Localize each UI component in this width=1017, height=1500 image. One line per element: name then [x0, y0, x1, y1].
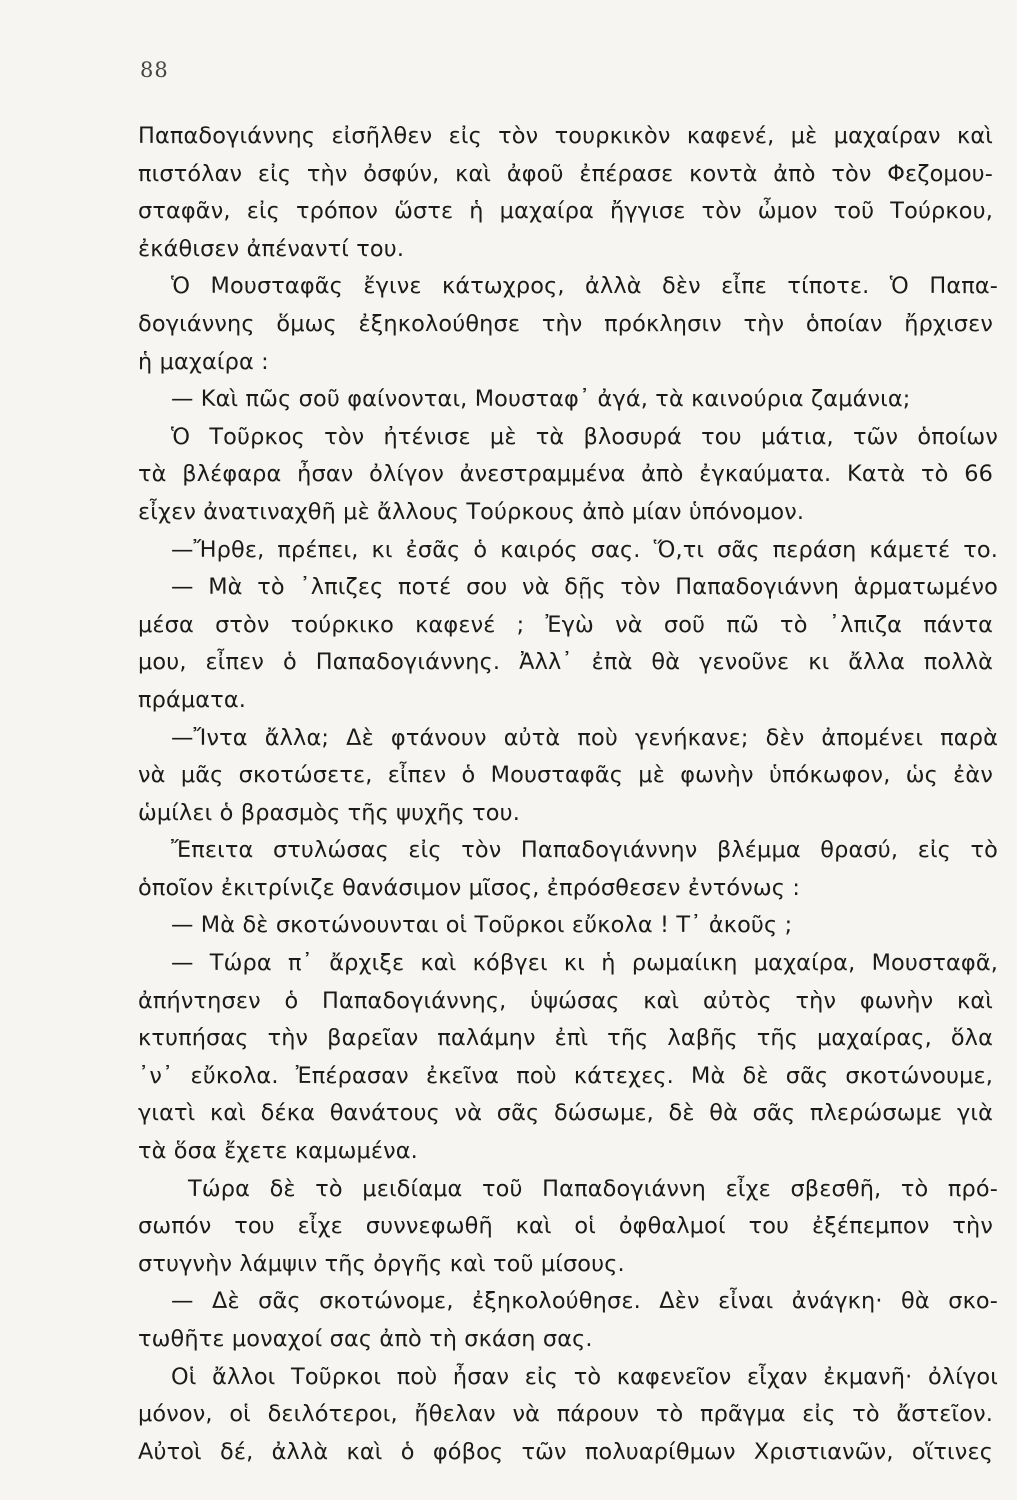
text-line: τὰ ὅσα ἔχετε καμωμένα.: [138, 1138, 418, 1165]
text-line: Αὐτοὶ δέ, ἀλλὰ καὶ ὁ φόβος τῶν πολυαρίθμων Χριστιανῶν, οἵτινες: [138, 1438, 993, 1465]
text-line: πιστόλαν εἰς τὴν ὀσφύν, καὶ ἀφοῦ ἐπέρασε κοντὰ ἀπὸ τὸν Φεζομου-: [138, 160, 993, 187]
text-line: δογιάννης ὅμως ἐξηκολούθησε τὴν πρόκλησιν τὴν ὁποίαν ἤρχισεν: [138, 310, 993, 337]
text-line: Ὁ Μουσταφᾶς ἔγινε κάτωχρος, ἀλλὰ δὲν εἶπε τίποτε. Ὁ Παπα-: [171, 273, 998, 300]
text-line: —Ἤρθε, πρέπει, κι ἐσᾶς ὁ καιρός σας. Ὅ,τι σᾶς περάση κάμετέ το.: [171, 536, 998, 563]
text-line: ὡμίλει ὁ βρασμὸς τῆς ψυχῆς του.: [138, 799, 521, 826]
text-line: πράματα.: [138, 686, 247, 713]
text-line: Οἱ ἄλλοι Τοῦρκοι ποὺ ἦσαν εἰς τὸ καφενεῖον εἶχαν ἐκμανῆ· ὀλίγοι: [171, 1363, 998, 1390]
text-line: τωθῆτε μοναχοί σας ἀπὸ τὴ σκάση σας.: [138, 1326, 593, 1352]
text-line: ὁποῖον ἐκιτρίνιζε θανάσιμον μῖσος, ἐπρόσθεσεν ἐντόνως :: [138, 874, 801, 901]
text-line: —Ἴντα ἄλλα; Δὲ φτάνουν αὐτὰ ποὺ γενήκανε; δὲν ἀπομένει παρὰ: [171, 724, 998, 751]
text-line: μέσα στὸν τούρκικο καφενέ ; Ἐγὼ νὰ σοῦ πῶ τὸ ᾽λπιζα πάντα: [138, 611, 993, 638]
text-line: στυγνὴν λάμψιν τῆς ὀργῆς καὶ τοῦ μίσους.: [138, 1250, 625, 1277]
text-line: γιατὶ καὶ δέκα θανάτους νὰ σᾶς δώσωμε, δὲ θὰ σᾶς πλερώσωμε γιὰ: [138, 1100, 993, 1127]
text-line: εἶχεν ἀνατιναχθῆ μὲ ἄλλους Τούρκους ἀπὸ μίαν ὑπόνομον.: [138, 498, 805, 525]
text-line: σταφᾶν, εἰς τρόπον ὥστε ἡ μαχαίρα ἤγγισε τὸν ὦμον τοῦ Τούρκου,: [138, 198, 993, 225]
text-line: σωπόν του εἶχε συννεφωθῆ καὶ οἱ ὀφθαλμοί του ἐξέπεμπον τὴν: [138, 1213, 993, 1240]
text-line: — Τώρα π᾽ ἄρχιξε καὶ κόβγει κι ἡ ρωμαίικη μαχαίρα, Μουσταφᾶ,: [171, 950, 998, 977]
text-line: κτυπήσας τὴν βαρεῖαν παλάμην ἐπὶ τῆς λαβῆς τῆς μαχαίρας, ὅλα: [138, 1025, 993, 1052]
text-line: Ὁ Τοῦρκος τὸν ἠτένισε μὲ τὰ βλοσυρά του μάτια, τῶν ὁποίων: [171, 423, 998, 450]
text-line: τὰ βλέφαρα ἦσαν ὀλίγον ἀνεστραμμένα ἀπὸ ἐγκαύματα. Κατὰ τὸ 66: [138, 461, 993, 488]
text-line: νὰ μᾶς σκοτώσετε, εἶπεν ὁ Μουσταφᾶς μὲ φωνὴν ὑπόκωφον, ὡς ἐὰν: [138, 762, 993, 789]
text-line: — Μὰ δὲ σκοτώνουνται οἱ Τοῦρκοι εὔκολα ! Τ᾽ ἀκοῦς ;: [171, 912, 793, 939]
text-line: ᾽ν᾽ εὔκολα. Ἐπέρασαν ἐκεῖνα ποὺ κάτεχες. Μὰ δὲ σᾶς σκοτώνουμε,: [138, 1062, 993, 1089]
text-line: ἀπήντησεν ὁ Παπαδογιάννης, ὑψώσας καὶ αὐτὸς τὴν φωνὴν καὶ: [138, 987, 993, 1014]
text-line: μόνον, οἱ δειλότεροι, ἤθελαν νὰ πάρουν τὸ πρᾶγμα εἰς τὸ ἄστεῖον.: [138, 1401, 993, 1428]
page-number: 88: [140, 58, 169, 82]
text-line: Ἔπειτα στυλώσας εἰς τὸν Παπαδογιάννην βλέμμα θρασύ, εἰς τὸ: [171, 837, 998, 864]
text-line: ἡ μαχαίρα :: [138, 348, 269, 375]
text-line: Τώρα δὲ τὸ μειδίαμα τοῦ Παπαδογιάννη εἶχε σβεσθῆ, τὸ πρό-: [188, 1175, 998, 1202]
text-line: ἐκάθισεν ἀπέναντί του.: [138, 235, 405, 262]
body-text: [138, 118, 998, 1471]
text-line: Παπαδογιάννης εἰσῆλθεν εἰς τὸν τουρκικὸν καφενέ, μὲ μαχαίραν καὶ: [138, 123, 993, 149]
text-line: — Δὲ σᾶς σκοτώνομε, ἐξηκολούθησε. Δὲν εἶναι ἀνάγκη· θὰ σκο-: [171, 1288, 998, 1315]
text-line: — Μὰ τὸ ᾽λπιζες ποτέ σου νὰ δῇς τὸν Παπαδογιάννη ἁρματωμένο: [171, 574, 998, 601]
text-line: — Καὶ πῶς σοῦ φαίνονται, Μουσταφ᾽ ἀγά, τὰ καινούρια ζαμάνια;: [171, 386, 911, 413]
text-line: μου, εἶπεν ὁ Παπαδογιάννης. Ἀλλ᾽ ἐπὰ θὰ γενοῦνε κι ἄλλα πολλὰ: [138, 649, 993, 676]
